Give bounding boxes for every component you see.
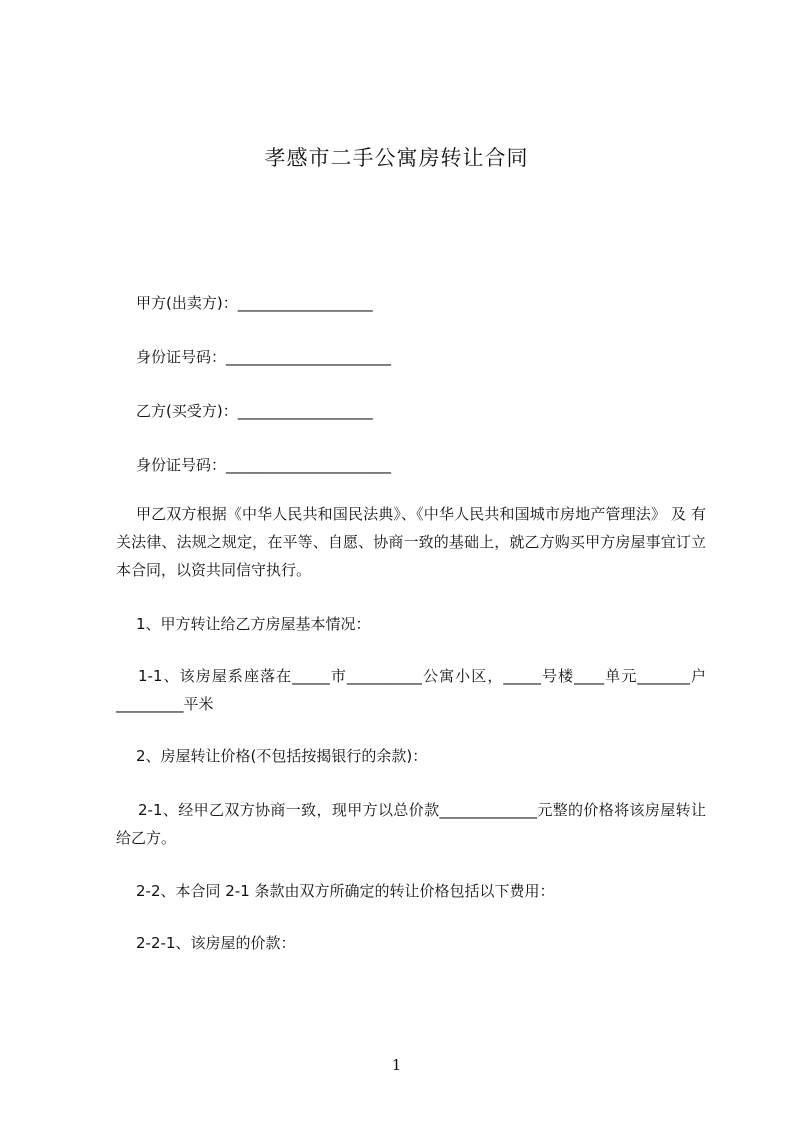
- section-2-heading: 2、房屋转让价格(不包括按揭银行的余款)：: [136, 747, 428, 765]
- clause-2-1: 2-1、经甲乙双方协商一致，现甲方以总价款_____________元整的价格将该房屋转让给乙方。: [116, 801, 706, 847]
- clause-2-2-1: 2-2-1、该房屋的价款：: [136, 934, 296, 952]
- clause-2-2: 2-2、本合同 2-1 条款由双方所确定的转让价格包括以下费用：: [136, 882, 555, 900]
- party-a-line: 甲方(出卖方)：__________________: [136, 294, 373, 312]
- page-number: 1: [391, 1056, 402, 1074]
- party-b-id-line: 身份证号码：______________________: [136, 456, 392, 474]
- intro-paragraph: 甲乙双方根据《中华人民共和国民法典》、《中华人民共和国城市房地产管理法》 及 有关法律、法规之规定，在平等、自愿、协商一致的基础上，就乙方购买甲方房屋事宜订立本合同，以资共同信守执行。: [116, 505, 706, 579]
- document-title: 孝感市二手公寓房转让合同: [264, 146, 529, 170]
- party-b-line: 乙方(买受方)：__________________: [136, 402, 373, 420]
- party-a-id-line: 身份证号码：______________________: [136, 348, 392, 366]
- clause-1-1: 1-1、该房屋系座落在_____市__________公寓小区，_____号楼____单元_______户_________平米: [116, 667, 706, 713]
- section-1-heading: 1、甲方转让给乙方房屋基本情况：: [136, 615, 371, 633]
